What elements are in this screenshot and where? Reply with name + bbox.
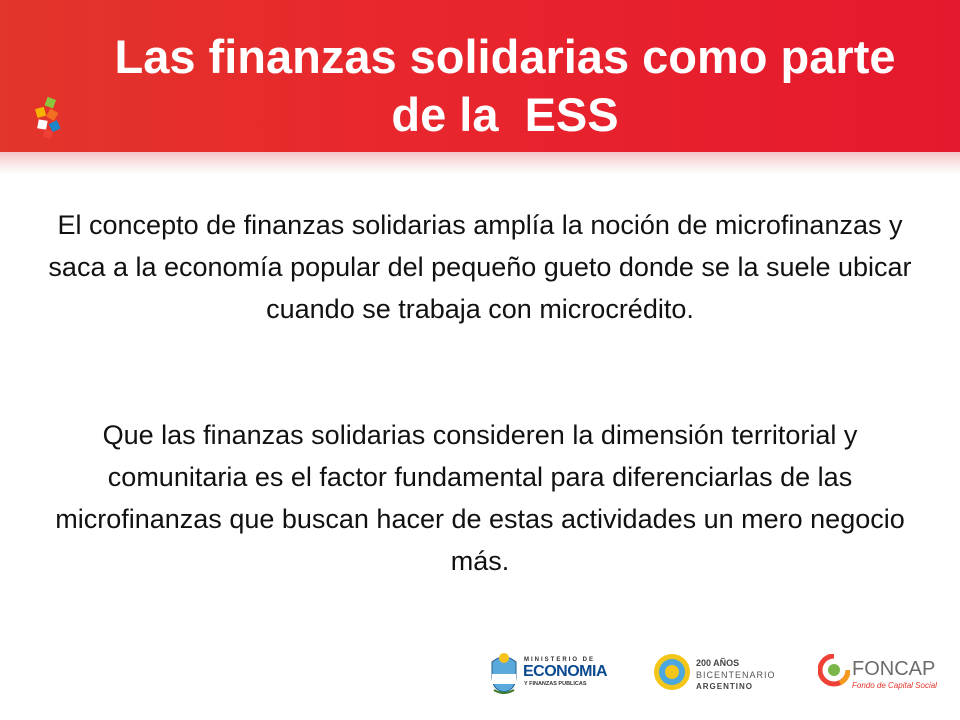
foncap-logo <box>818 648 938 696</box>
economia-logo-line3: Y FINANZAS PUBLICAS <box>524 681 587 687</box>
title-line-2: de la ESS <box>391 88 619 141</box>
bicentenario-logo-line3: ARGENTINO <box>696 682 753 691</box>
economia-logo-line2: ECONOMIA <box>523 663 607 680</box>
bicentenario-logo-line2: BICENTENARIO <box>696 670 776 680</box>
page-title <box>60 28 950 144</box>
sun-emblem-icon <box>652 652 692 692</box>
title-line-1: Las finanzas solidarias como parte <box>114 30 896 83</box>
foncap-logo-subtitle: Fondo de Capital Social <box>852 681 937 690</box>
ministerio-economia-logo <box>486 648 607 696</box>
paragraph-finanzas-solidarias: El concepto de finanzas solidarias amplía la noción de microfinanzas y saca a la economía popular del pequeño gueto donde se la suele ubicar cuando se trabaja con microcrédito. <box>48 210 912 324</box>
bicentenario-logo <box>652 648 782 696</box>
foncap-logo-name: FONCAP <box>852 658 936 680</box>
banner-shadow-stripe <box>0 152 960 174</box>
bicentenario-logo-line1: 200 AÑOS <box>696 658 740 668</box>
economia-logo-line1: MINISTERIO DE <box>524 657 596 663</box>
foncap-ring-icon <box>818 654 850 690</box>
argentina-coat-of-arms-icon <box>488 650 520 694</box>
paragraph-dimension-territorial: Que las finanzas solidarias consideren la dimensión territorial y comunitaria es el factor fundamental para diferenciarlas de las microfinanzas que buscan hacer de estas actividades un mero negocio más. <box>55 420 905 576</box>
